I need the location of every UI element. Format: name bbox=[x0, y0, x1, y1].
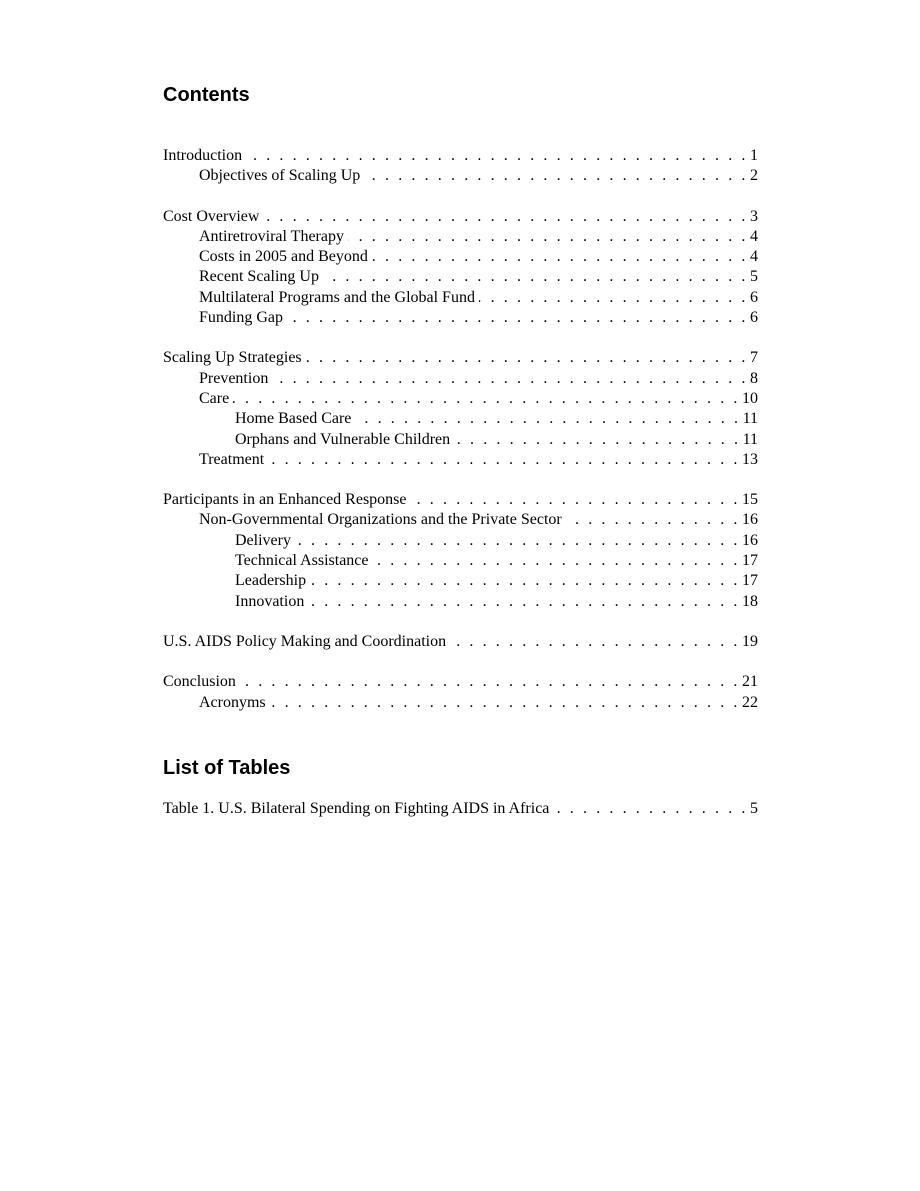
toc-entry-page-number: 15 bbox=[742, 491, 758, 509]
dot-leader bbox=[240, 672, 740, 692]
toc-entry-page-number: 16 bbox=[742, 511, 758, 529]
toc-entry[interactable] bbox=[163, 531, 758, 551]
toc-entry[interactable] bbox=[163, 369, 758, 389]
dot-leader bbox=[479, 288, 748, 308]
contents-list bbox=[163, 146, 758, 713]
toc-entry-page-number: 4 bbox=[750, 227, 758, 245]
toc-entry-page-number: 3 bbox=[750, 207, 758, 225]
toc-entry-title: Recent Scaling Up bbox=[199, 267, 323, 287]
toc-entry-title: Multilateral Programs and the Global Fund bbox=[199, 288, 479, 308]
toc-entry-title: Conclusion bbox=[163, 672, 240, 692]
toc-entry[interactable] bbox=[163, 166, 758, 186]
toc-entry[interactable] bbox=[163, 510, 758, 530]
toc-entry-page-number: 7 bbox=[750, 349, 758, 367]
toc-entry-title: Innovation bbox=[235, 592, 308, 612]
toc-entry-title: Cost Overview bbox=[163, 207, 263, 227]
dot-leader bbox=[310, 571, 740, 591]
toc-entry[interactable] bbox=[163, 348, 758, 368]
toc-entry-title: Home Based Care bbox=[235, 409, 355, 429]
toc-entry-title: Costs in 2005 and Beyond bbox=[199, 247, 372, 267]
toc-entry-page-number: 8 bbox=[750, 369, 758, 387]
toc-entry-page-number: 5 bbox=[750, 800, 758, 817]
toc-entry-page-number: 2 bbox=[750, 167, 758, 185]
dot-leader bbox=[268, 450, 740, 470]
dot-leader bbox=[566, 510, 740, 530]
toc-entry-title: Introduction bbox=[163, 146, 246, 166]
dot-leader bbox=[306, 348, 748, 368]
toc-entry[interactable] bbox=[163, 799, 758, 819]
dot-leader bbox=[263, 207, 748, 227]
toc-entry[interactable] bbox=[163, 672, 758, 692]
toc-entry[interactable] bbox=[163, 409, 758, 429]
dot-leader bbox=[372, 247, 748, 267]
toc-entry-page-number: 11 bbox=[742, 430, 758, 448]
toc-entry-title: Technical Assistance bbox=[235, 551, 373, 571]
dot-leader bbox=[323, 267, 748, 287]
toc-entry-page-number: 6 bbox=[750, 288, 758, 306]
toc-entry-title: Participants in an Enhanced Response bbox=[163, 490, 411, 510]
toc-entry-page-number: 6 bbox=[750, 309, 758, 327]
toc-entry-page-number: 11 bbox=[742, 410, 758, 428]
toc-entry-title: Orphans and Vulnerable Children bbox=[235, 430, 454, 450]
dot-leader bbox=[348, 227, 748, 247]
toc-entry-title: Objectives of Scaling Up bbox=[199, 166, 364, 186]
toc-entry[interactable] bbox=[163, 389, 758, 409]
toc-entry[interactable] bbox=[163, 227, 758, 247]
toc-entry-title: Funding Gap bbox=[199, 308, 287, 328]
dot-leader bbox=[308, 592, 740, 612]
dot-leader bbox=[233, 389, 740, 409]
toc-entry[interactable] bbox=[163, 571, 758, 591]
dot-leader bbox=[272, 369, 748, 389]
toc-entry-page-number: 18 bbox=[742, 592, 758, 610]
toc-entry[interactable] bbox=[163, 551, 758, 571]
toc-entry-title: Scaling Up Strategies bbox=[163, 348, 306, 368]
toc-entry-title: Antiretroviral Therapy bbox=[199, 227, 348, 247]
toc-entry[interactable] bbox=[163, 490, 758, 510]
toc-entry-page-number: 17 bbox=[742, 572, 758, 590]
toc-entry-page-number: 1 bbox=[750, 147, 758, 164]
dot-leader bbox=[364, 166, 748, 186]
dot-leader bbox=[454, 430, 740, 450]
toc-entry-page-number: 22 bbox=[742, 693, 758, 711]
dot-leader bbox=[373, 551, 741, 571]
toc-entry-title: Non-Governmental Organizations and the Private Sector bbox=[199, 510, 566, 530]
dot-leader bbox=[246, 146, 748, 166]
toc-entry-title: Delivery bbox=[235, 531, 295, 551]
toc-entry[interactable] bbox=[163, 693, 758, 713]
list-of-tables-heading: List of Tables bbox=[163, 757, 291, 779]
toc-entry-page-number: 4 bbox=[750, 248, 758, 266]
toc-entry-page-number: 19 bbox=[742, 632, 758, 650]
toc-entry-title: U.S. AIDS Policy Making and Coordination bbox=[163, 632, 450, 652]
toc-entry-title: Prevention bbox=[199, 369, 272, 389]
toc-entry-page-number: 5 bbox=[750, 268, 758, 286]
toc-entry-page-number: 21 bbox=[742, 673, 758, 691]
toc-entry-page-number: 13 bbox=[742, 450, 758, 468]
toc-entry-title: Table 1. U.S. Bilateral Spending on Fighting AIDS in Africa bbox=[163, 799, 553, 819]
toc-entry[interactable] bbox=[163, 207, 758, 227]
contents-heading: Contents bbox=[163, 84, 250, 106]
toc-entry[interactable] bbox=[163, 267, 758, 287]
toc-entry-title: Care bbox=[199, 389, 233, 409]
dot-leader bbox=[295, 531, 740, 551]
toc-entry-page-number: 10 bbox=[742, 389, 758, 407]
toc-entry[interactable] bbox=[163, 247, 758, 267]
toc-entry[interactable] bbox=[163, 632, 758, 652]
toc-entry-title: Leadership bbox=[235, 571, 310, 591]
dot-leader bbox=[553, 799, 748, 819]
toc-entry-page-number: 17 bbox=[742, 552, 758, 570]
dot-leader bbox=[450, 632, 740, 652]
toc-entry[interactable] bbox=[163, 308, 758, 328]
toc-entry-title: Acronyms bbox=[199, 693, 270, 713]
toc-entry-title: Treatment bbox=[199, 450, 268, 470]
toc-entry[interactable] bbox=[163, 288, 758, 308]
dot-leader bbox=[270, 693, 740, 713]
dot-leader bbox=[355, 409, 740, 429]
toc-entry[interactable] bbox=[163, 592, 758, 612]
toc-entry-page-number: 16 bbox=[742, 531, 758, 549]
toc-entry[interactable] bbox=[163, 146, 758, 166]
dot-leader bbox=[287, 308, 748, 328]
dot-leader bbox=[411, 490, 741, 510]
toc-entry[interactable] bbox=[163, 430, 758, 450]
toc-entry[interactable] bbox=[163, 450, 758, 470]
list-of-tables bbox=[163, 799, 758, 819]
